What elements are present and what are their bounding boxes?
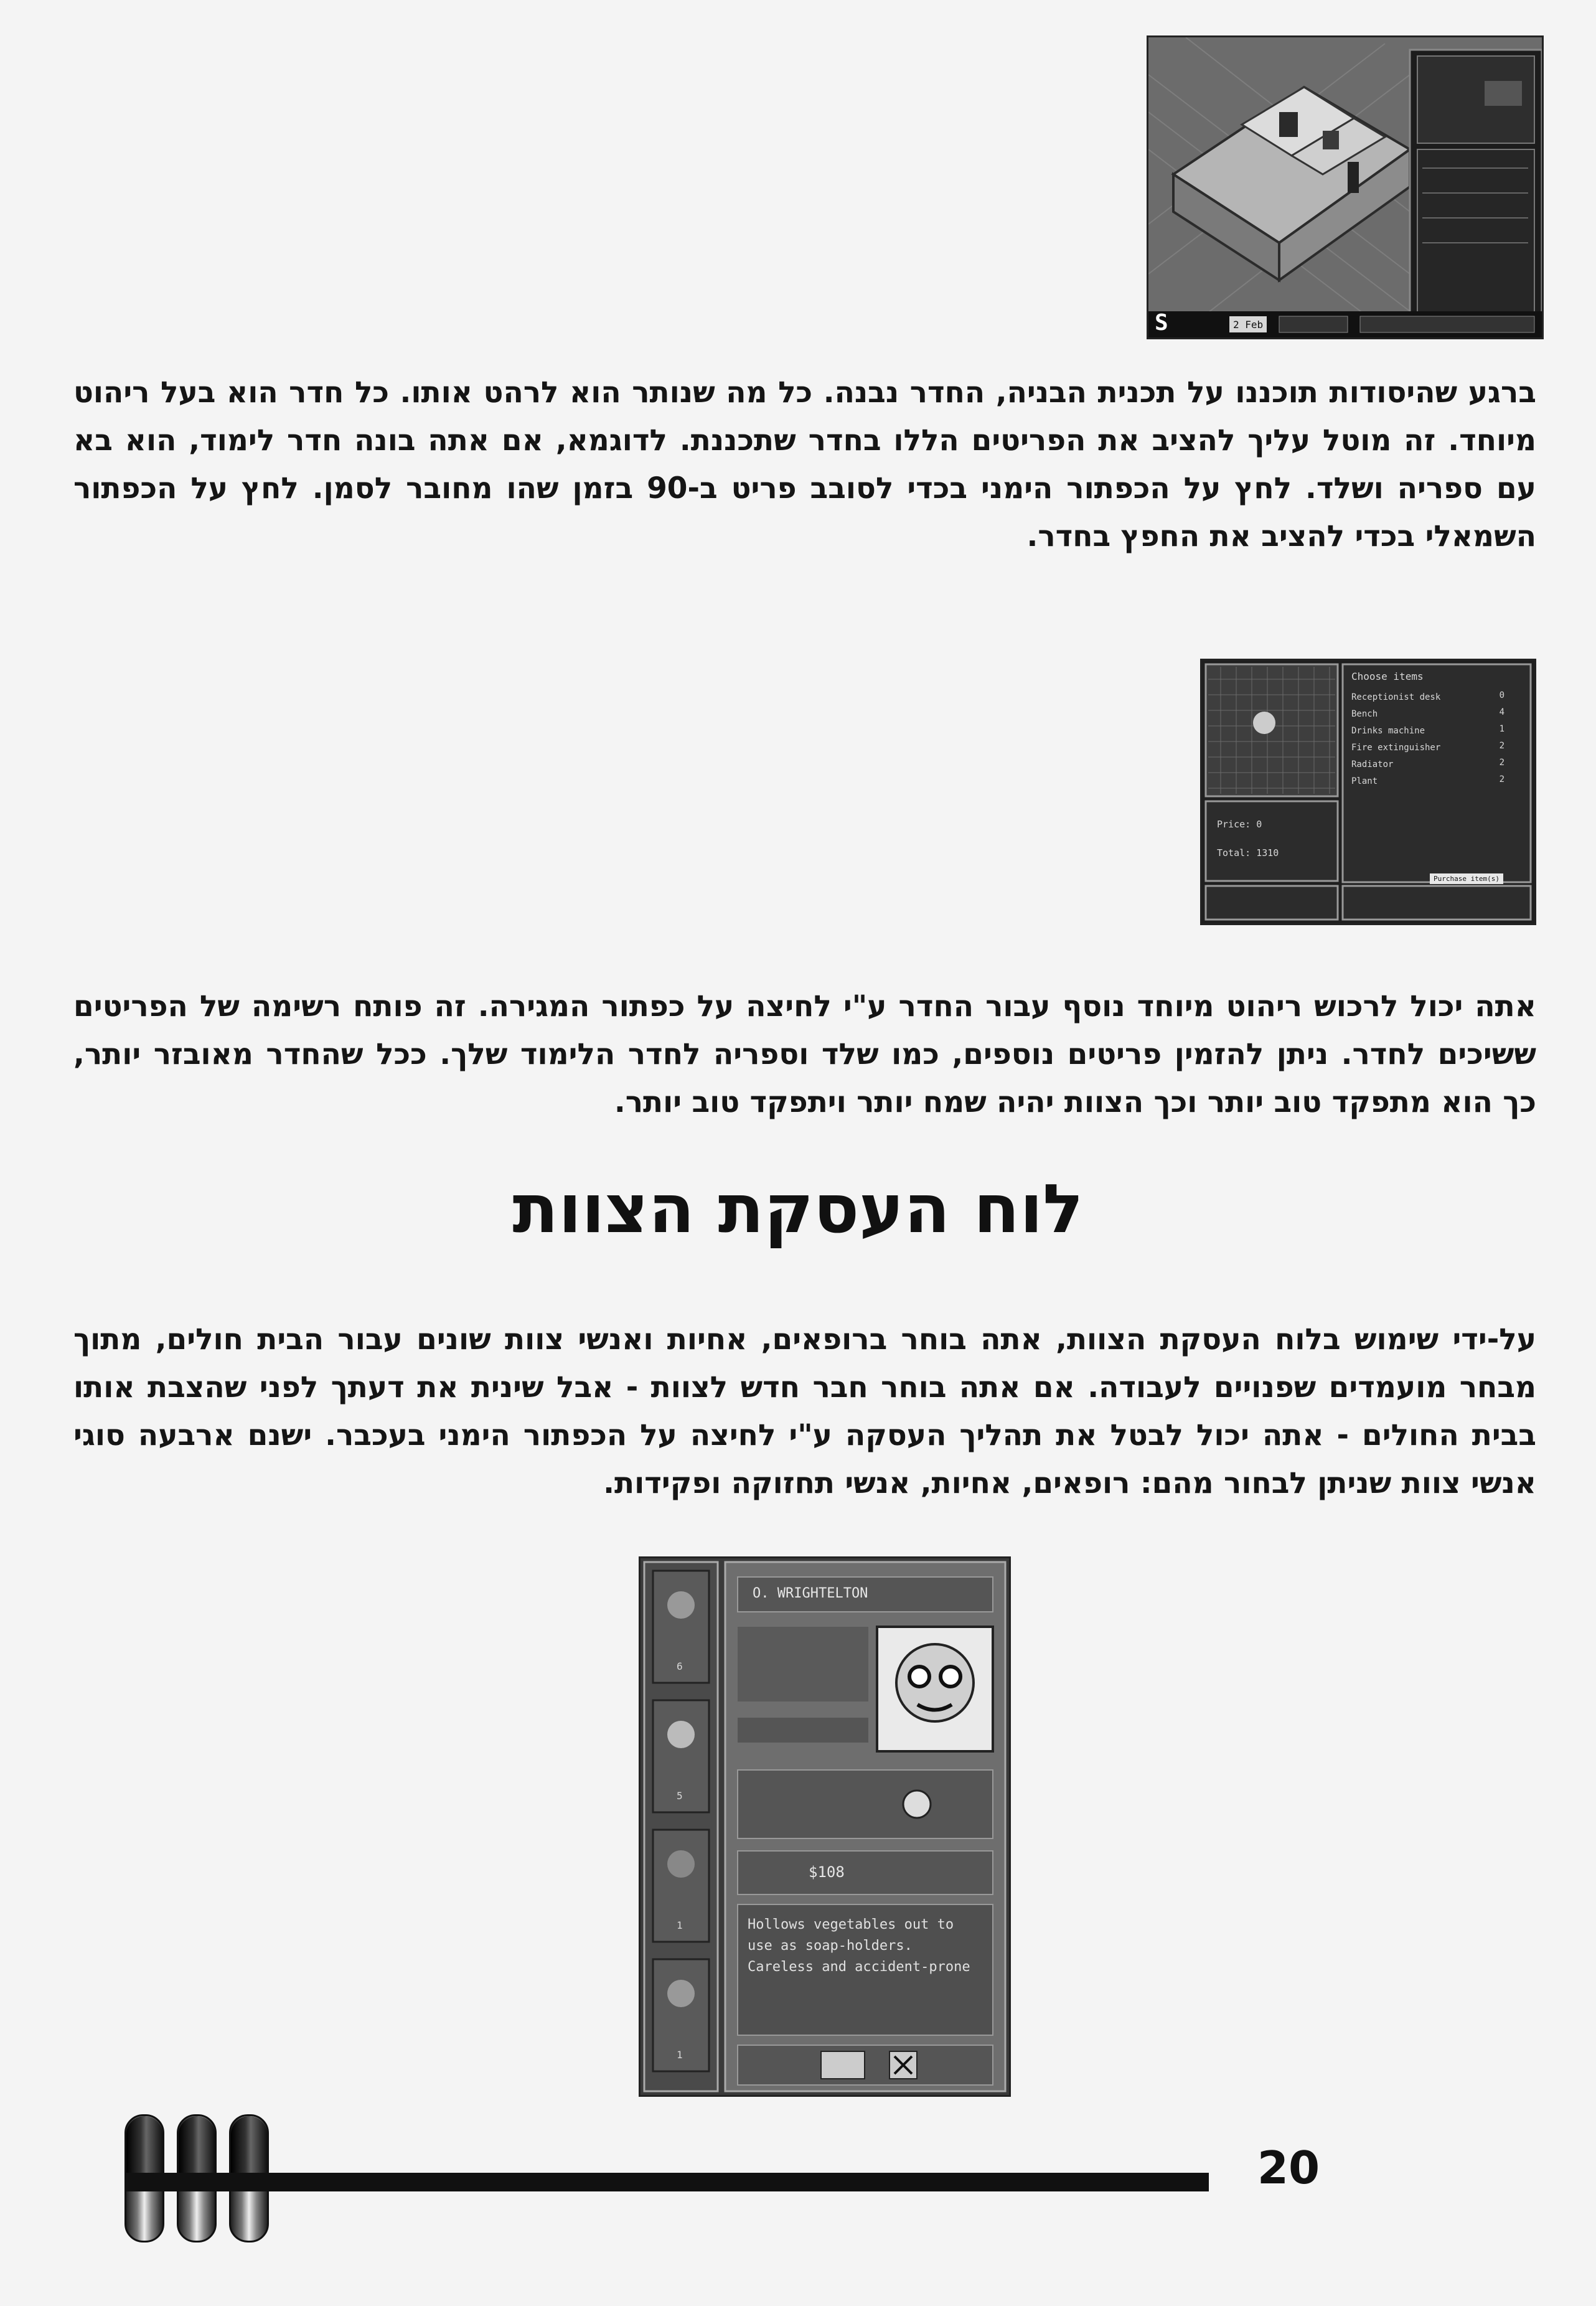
choose-items-title: Choose items — [1351, 671, 1424, 682]
building-scene-graphic — [1148, 37, 1542, 337]
purchase-items-button[interactable]: Purchase item(s) — [1430, 873, 1503, 884]
building-screenshot — [1147, 35, 1544, 339]
hire-button[interactable] — [821, 2051, 865, 2079]
item-qty: 0 — [1499, 690, 1504, 700]
staff-hiring-screenshot — [639, 1556, 1011, 2097]
paragraph-staff-hiring-text: על-ידי שימוש בלוח העסקת הצוות, אתה בוחר ברופאים, אחיות ואנשי צוות שונים עבור הבית חולים, מתוך מבחר מועמדים שפנויים לעבודה. אם אתה בוחר חבר חדש לצוות - אבל שינית את דעתך לפני שהצבת אותו בבית החולים - אתה יכול לבטל את תהליך העסקה ע"י לחיצה על הכפתור הימני בעכבר. ישנם ארבעה סוגי אנשי צוות שניתן לבחור מהם: רופאים, אחיות, אנשי תחזוקה ופקידות. — [73, 1322, 1536, 1500]
section-heading: לוח העסקת הצוות — [512, 1170, 1084, 1248]
game-date: 2 Feb — [1233, 319, 1264, 331]
price-readout: Price: 0 — [1217, 819, 1262, 830]
item-name: Fire extinguisher — [1351, 743, 1441, 753]
portrait-count: 1 — [677, 2049, 683, 2061]
item-qty: 4 — [1499, 707, 1504, 717]
portrait-count: 6 — [677, 1660, 683, 1672]
total-readout: Total: 1310 — [1217, 847, 1279, 859]
item-name: Plant — [1351, 776, 1378, 786]
item-name: Drinks machine — [1351, 726, 1425, 736]
candidate-description: Hollows vegetables out to use as soap-holders. Careless and accident-prone — [748, 1917, 970, 1975]
choose-items-screenshot — [1200, 659, 1536, 925]
cancel-button[interactable] — [890, 2051, 917, 2079]
choose-items-list — [1351, 690, 1523, 791]
item-name: Bench — [1351, 709, 1378, 719]
list-item[interactable] — [1351, 741, 1523, 758]
list-item[interactable] — [1351, 774, 1523, 791]
item-qty: 2 — [1499, 741, 1504, 751]
footer-rule — [124, 2173, 1209, 2191]
next-candidate-button[interactable] — [928, 2051, 990, 2079]
candidate-salary: $108 — [809, 1863, 845, 1881]
portrait-count: 1 — [677, 1919, 683, 1931]
game-logo: S — [1155, 310, 1168, 336]
item-qty: 2 — [1499, 758, 1504, 768]
portrait-count: 5 — [677, 1790, 683, 1802]
item-qty: 2 — [1499, 774, 1504, 784]
page-number: 20 — [1257, 2142, 1320, 2194]
paragraph-staff-hiring — [73, 1315, 1536, 1507]
item-name: Receptionist desk — [1351, 692, 1441, 702]
paragraph-extra-furniture — [73, 982, 1536, 1126]
paragraph-furnishing-text: ברגע שהיסודות תוכננו על תכנית הבניה, החדר נבנה. כל מה שנותר הוא לרהט אותו. כל חדר הוא בעל ריהוט מיוחד. זה מוטל עליך להציב את הפריטים הללו בחדר שתכננת. לדוגמא, אם אתה בונה חדר לימוד, הוא בא עם ספריה ושלד. לחץ על הכפתור הימני בכדי לסובב פריט ב-90 בזמן שהו מחובר לסמן. לחץ על הכפתור השמאלי בכדי להציב את החפץ בחדר. — [73, 375, 1536, 553]
item-name: Radiator — [1351, 760, 1394, 769]
previous-candidate-button[interactable] — [741, 2051, 804, 2079]
list-item[interactable] — [1351, 758, 1523, 774]
candidate-name: O. WRIGHTELTON — [753, 1586, 868, 1601]
item-qty: 1 — [1499, 724, 1504, 734]
paragraph-extra-furniture-text: אתה יכול לרכוש ריהוט מיוחד נוסף עבור החדר ע"י לחיצה על כפתור המגירה. זה פותח רשימה של הפריטים ששיכים לחדר. ניתן להזמין פריטים נוספים, כמו שלד וספריה לחדר הלימוד שלך. ככל שהחדר מאובזר יותר, כך הוא מתפקד טוב יותר וכך הצוות יהיה שמח יותר ויתפקד טוב יותר. — [73, 989, 1536, 1119]
list-item[interactable] — [1351, 707, 1523, 724]
list-item[interactable] — [1351, 724, 1523, 741]
staff-hiring-panel-graphic — [641, 1558, 1009, 2095]
list-item[interactable] — [1351, 690, 1523, 707]
paragraph-furnishing — [73, 369, 1536, 560]
